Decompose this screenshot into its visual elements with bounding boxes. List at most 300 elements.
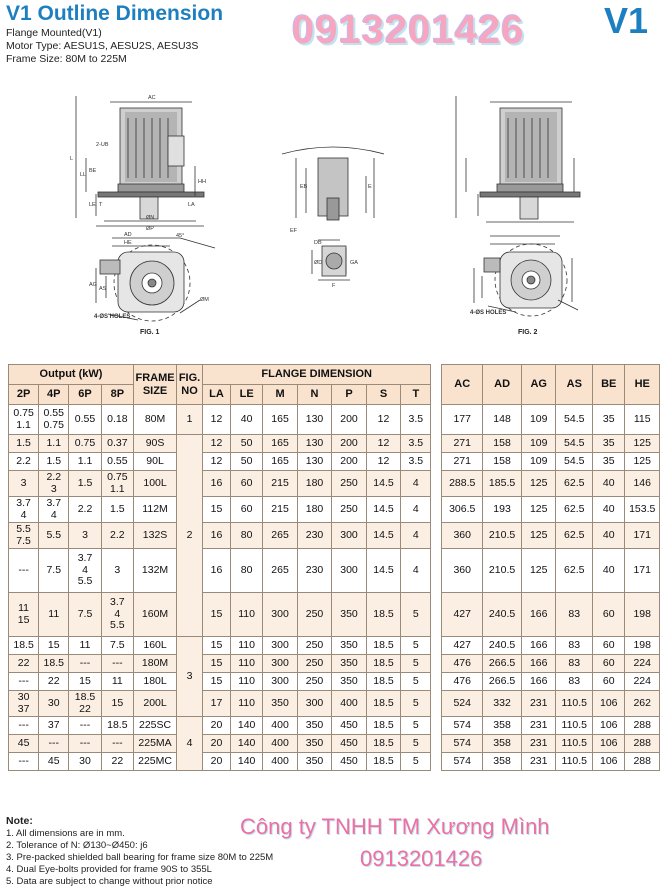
- watermark-phone: 0913201426: [292, 8, 525, 52]
- cell-dimension-value: 185.5: [483, 471, 522, 497]
- cell-dimension-value: 153.5: [625, 497, 660, 523]
- cell-8p: 11: [101, 673, 133, 691]
- cell-flange-value: 265: [263, 523, 297, 549]
- cell-flange-value: 14.5: [366, 497, 400, 523]
- cell-flange-value: 180: [297, 497, 331, 523]
- header-ac: AC: [442, 365, 483, 405]
- header-8p: 8P: [101, 385, 133, 405]
- cell-fig-no: 3: [177, 637, 203, 717]
- dim-as-label: AS: [99, 286, 107, 292]
- cell-frame-size: 225MC: [134, 753, 177, 771]
- cell-dimension-value: 110.5: [556, 717, 593, 735]
- header-p: P: [332, 385, 366, 405]
- cell-frame-size: 90L: [134, 453, 177, 471]
- cell-dimension-value: 148: [483, 405, 522, 435]
- cell-dimension-value: 83: [556, 673, 593, 691]
- cell-frame-size: 90S: [134, 435, 177, 453]
- header-ag: AG: [521, 365, 555, 405]
- cell-flange-value: 3.5: [401, 405, 431, 435]
- note-4: 4. Dual Eye-bolts provided for frame 90S to 355L: [6, 864, 212, 875]
- header-la: LA: [202, 385, 230, 405]
- cell-dimension-value: 40: [593, 549, 625, 593]
- cell-flange-value: 12: [366, 435, 400, 453]
- cell-dimension-value: 106: [593, 753, 625, 771]
- version-badge: V1: [604, 0, 649, 41]
- dim-e-label: E: [368, 184, 372, 190]
- cell-flange-value: 18.5: [366, 655, 400, 673]
- column-gap: [431, 735, 442, 753]
- column-gap: [431, 435, 442, 453]
- cell-flange-value: 450: [332, 717, 366, 735]
- cell-dimension-value: 360: [442, 549, 483, 593]
- cell-flange-value: 16: [202, 523, 230, 549]
- cell-dimension-value: 125: [521, 549, 555, 593]
- cell-flange-value: 350: [297, 717, 331, 735]
- cell-flange-value: 265: [263, 549, 297, 593]
- cell-flange-value: 4: [401, 471, 431, 497]
- dim-ad-label: AD: [124, 232, 132, 238]
- cell-flange-value: 300: [332, 523, 366, 549]
- cell-flange-value: 350: [297, 753, 331, 771]
- cell-flange-value: 4: [401, 497, 431, 523]
- cell-flange-value: 5: [401, 753, 431, 771]
- cell-dimension-value: 110.5: [556, 735, 593, 753]
- cell-dimension-value: 60: [593, 637, 625, 655]
- cell-6p: 2.2: [69, 497, 101, 523]
- cell-dimension-value: 166: [521, 637, 555, 655]
- header-t: T: [401, 385, 431, 405]
- column-gap: [431, 655, 442, 673]
- column-gap: [431, 753, 442, 771]
- cell-dimension-value: 54.5: [556, 435, 593, 453]
- shaft-detail: [282, 147, 384, 280]
- table-row: [9, 471, 660, 497]
- cell-dimension-value: 125: [521, 497, 555, 523]
- cell-2p: ---: [9, 753, 39, 771]
- cell-dimension-value: 240.5: [483, 637, 522, 655]
- cell-frame-size: 160L: [134, 637, 177, 655]
- table-row: [9, 453, 660, 471]
- cell-dimension-value: 231: [521, 735, 555, 753]
- header-ad: AD: [483, 365, 522, 405]
- cell-dimension-value: 427: [442, 637, 483, 655]
- cell-6p: 30: [69, 753, 101, 771]
- cell-dimension-value: 54.5: [556, 405, 593, 435]
- cell-dimension-value: 476: [442, 655, 483, 673]
- cell-flange-value: 12: [202, 435, 230, 453]
- cell-flange-value: 14.5: [366, 523, 400, 549]
- cell-flange-value: 130: [297, 435, 331, 453]
- cell-flange-value: 230: [297, 549, 331, 593]
- cell-flange-value: 5: [401, 717, 431, 735]
- cell-4p: 7.5: [39, 549, 69, 593]
- cell-dimension-value: 110.5: [556, 753, 593, 771]
- cell-flange-value: 250: [297, 655, 331, 673]
- cell-flange-value: 15: [202, 593, 230, 637]
- fig2-holes-label: 4-ØS HOLES: [470, 310, 507, 316]
- cell-2p: 45: [9, 735, 39, 753]
- cell-flange-value: 215: [263, 497, 297, 523]
- cell-dimension-value: 266.5: [483, 655, 522, 673]
- cell-flange-value: 5: [401, 673, 431, 691]
- table-row: [9, 405, 660, 435]
- cell-4p: 11: [39, 593, 69, 637]
- cell-flange-value: 350: [263, 691, 297, 717]
- subtitle-frame-size: Frame Size: 80M to 225M: [6, 53, 127, 65]
- cell-4p: 30: [39, 691, 69, 717]
- header-n: N: [297, 385, 331, 405]
- cell-flange-value: 4: [401, 549, 431, 593]
- cell-flange-value: 80: [230, 523, 262, 549]
- cell-dimension-value: 240.5: [483, 593, 522, 637]
- cell-flange-value: 60: [230, 497, 262, 523]
- cell-flange-value: 15: [202, 655, 230, 673]
- cell-8p: 3: [101, 549, 133, 593]
- cell-dimension-value: 288.5: [442, 471, 483, 497]
- cell-dimension-value: 83: [556, 637, 593, 655]
- fig1-label: FIG. 1: [140, 329, 160, 336]
- column-gap: [431, 497, 442, 523]
- cell-dimension-value: 193: [483, 497, 522, 523]
- cell-6p: 3.7 4 5.5: [69, 549, 101, 593]
- cell-flange-value: 3.5: [401, 435, 431, 453]
- cell-flange-value: 140: [230, 753, 262, 771]
- cell-dimension-value: 83: [556, 655, 593, 673]
- table-row: [9, 735, 660, 753]
- cell-flange-value: 20: [202, 717, 230, 735]
- cell-flange-value: 130: [297, 405, 331, 435]
- header-6p: 6P: [69, 385, 101, 405]
- cell-dimension-value: 171: [625, 523, 660, 549]
- cell-flange-value: 350: [297, 735, 331, 753]
- cell-dimension-value: 40: [593, 471, 625, 497]
- cell-dimension-value: 60: [593, 673, 625, 691]
- cell-8p: ---: [101, 735, 133, 753]
- cell-frame-size: 180M: [134, 655, 177, 673]
- outline-drawings: [0, 88, 666, 350]
- cell-flange-value: 250: [297, 637, 331, 655]
- watermark-phone-bottom: 0913201426: [360, 846, 483, 871]
- cell-flange-value: 250: [332, 471, 366, 497]
- table-row: [9, 637, 660, 655]
- column-gap: [431, 471, 442, 497]
- header-m: M: [263, 385, 297, 405]
- cell-flange-value: 400: [332, 691, 366, 717]
- cell-6p: ---: [69, 655, 101, 673]
- cell-flange-value: 14.5: [366, 549, 400, 593]
- column-gap: [431, 405, 442, 435]
- cell-dimension-value: 210.5: [483, 549, 522, 593]
- cell-dimension-value: 40: [593, 497, 625, 523]
- cell-flange-value: 16: [202, 471, 230, 497]
- table-row: [9, 673, 660, 691]
- cell-6p: ---: [69, 735, 101, 753]
- cell-4p: 3.7 4: [39, 497, 69, 523]
- dim-hh-label: HH: [198, 179, 206, 185]
- dim-la-label: LA: [188, 202, 195, 208]
- cell-flange-value: 18.5: [366, 673, 400, 691]
- fig1-holes-label: 4-ØS HOLES: [94, 314, 131, 320]
- column-gap: [431, 637, 442, 655]
- dim-he-label: HE: [124, 240, 132, 246]
- cell-fig-no: 4: [177, 717, 203, 771]
- cell-dimension-value: 115: [625, 405, 660, 435]
- cell-frame-size: 225SC: [134, 717, 177, 735]
- note-2: 2. Tolerance of N: Ø130~Ø450: j6: [6, 840, 148, 851]
- note-1: 1. All dimensions are in mm.: [6, 828, 125, 839]
- cell-flange-value: 110: [230, 673, 262, 691]
- cell-flange-value: 4: [401, 523, 431, 549]
- cell-dimension-value: 266.5: [483, 673, 522, 691]
- dim-op-label: ØP: [146, 226, 154, 232]
- cell-2p: 5.5 7.5: [9, 523, 39, 549]
- cell-flange-value: 12: [366, 405, 400, 435]
- cell-8p: 2.2: [101, 523, 133, 549]
- cell-dimension-value: 574: [442, 735, 483, 753]
- cell-flange-value: 15: [202, 637, 230, 655]
- cell-flange-value: 400: [263, 753, 297, 771]
- cell-6p: 1.1: [69, 453, 101, 471]
- cell-flange-value: 130: [297, 453, 331, 471]
- cell-frame-size: 225MA: [134, 735, 177, 753]
- cell-dimension-value: 60: [593, 655, 625, 673]
- cell-dimension-value: 40: [593, 523, 625, 549]
- cell-flange-value: 18.5: [366, 691, 400, 717]
- cell-6p: 1.5: [69, 471, 101, 497]
- cell-2p: 11 15: [9, 593, 39, 637]
- cell-dimension-value: 198: [625, 637, 660, 655]
- cell-dimension-value: 288: [625, 735, 660, 753]
- cell-6p: 15: [69, 673, 101, 691]
- cell-6p: 7.5: [69, 593, 101, 637]
- cell-flange-value: 80: [230, 549, 262, 593]
- table-row: [9, 497, 660, 523]
- cell-dimension-value: 224: [625, 673, 660, 691]
- header-2p: 2P: [9, 385, 39, 405]
- cell-flange-value: 18.5: [366, 637, 400, 655]
- watermark-company: Công ty TNHH TM Xương Mình: [240, 814, 550, 839]
- cell-frame-size: 160M: [134, 593, 177, 637]
- cell-6p: 18.5 22: [69, 691, 101, 717]
- cell-flange-value: 12: [202, 453, 230, 471]
- cell-flange-value: 5: [401, 593, 431, 637]
- cell-4p: 1.1: [39, 435, 69, 453]
- cell-frame-size: 180L: [134, 673, 177, 691]
- cell-flange-value: 110: [230, 691, 262, 717]
- cell-frame-size: 200L: [134, 691, 177, 717]
- dim-ga-label: GA: [350, 260, 358, 266]
- cell-dimension-value: 125: [625, 435, 660, 453]
- cell-flange-value: 50: [230, 435, 262, 453]
- cell-dimension-value: 574: [442, 753, 483, 771]
- cell-flange-value: 180: [297, 471, 331, 497]
- cell-2p: 3: [9, 471, 39, 497]
- cell-frame-size: 100L: [134, 471, 177, 497]
- cell-flange-value: 18.5: [366, 593, 400, 637]
- cell-dimension-value: 109: [521, 405, 555, 435]
- cell-flange-value: 5: [401, 691, 431, 717]
- cell-flange-value: 230: [297, 523, 331, 549]
- cell-6p: ---: [69, 717, 101, 735]
- cell-flange-value: 450: [332, 735, 366, 753]
- fig2-drawing: [456, 96, 580, 316]
- cell-flange-value: 18.5: [366, 753, 400, 771]
- cell-dimension-value: 106: [593, 691, 625, 717]
- cell-8p: 0.37: [101, 435, 133, 453]
- page-title: V1 Outline Dimension: [6, 2, 224, 25]
- table-row: [9, 717, 660, 735]
- column-gap: [431, 593, 442, 637]
- column-gap: [431, 717, 442, 735]
- cell-dimension-value: 62.5: [556, 523, 593, 549]
- cell-flange-value: 5: [401, 735, 431, 753]
- cell-8p: 22: [101, 753, 133, 771]
- cell-dimension-value: 54.5: [556, 453, 593, 471]
- cell-2p: 1.5: [9, 435, 39, 453]
- cell-dimension-value: 177: [442, 405, 483, 435]
- table-row: [9, 549, 660, 593]
- cell-2p: 0.75 1.1: [9, 405, 39, 435]
- cell-flange-value: 60: [230, 471, 262, 497]
- cell-dimension-value: 332: [483, 691, 522, 717]
- cell-8p: 0.18: [101, 405, 133, 435]
- cell-4p: 0.55 0.75: [39, 405, 69, 435]
- dim-f-label: F: [332, 283, 336, 289]
- dim-ll-label: LL: [80, 172, 87, 178]
- cell-dimension-value: 427: [442, 593, 483, 637]
- cell-flange-value: 5: [401, 637, 431, 655]
- cell-dimension-value: 83: [556, 593, 593, 637]
- dim-ag-label: AG: [89, 282, 97, 288]
- cell-flange-value: 300: [263, 593, 297, 637]
- cell-flange-value: 250: [297, 593, 331, 637]
- cell-flange-value: 5: [401, 655, 431, 673]
- cell-dimension-value: 158: [483, 435, 522, 453]
- cell-2p: 18.5: [9, 637, 39, 655]
- header-flange-dimension: FLANGE DIMENSION: [202, 365, 431, 385]
- cell-flange-value: 300: [263, 673, 297, 691]
- cell-flange-value: 110: [230, 593, 262, 637]
- cell-4p: 5.5: [39, 523, 69, 549]
- cell-dimension-value: 231: [521, 717, 555, 735]
- cell-8p: 18.5: [101, 717, 133, 735]
- cell-dimension-value: 106: [593, 717, 625, 735]
- cell-2p: 22: [9, 655, 39, 673]
- cell-dimension-value: 62.5: [556, 549, 593, 593]
- notes-title: Note:: [6, 815, 33, 827]
- cell-dimension-value: 125: [521, 523, 555, 549]
- cell-dimension-value: 166: [521, 593, 555, 637]
- header-he: HE: [625, 365, 660, 405]
- cell-frame-size: 132S: [134, 523, 177, 549]
- dimension-table: [8, 364, 660, 771]
- cell-dimension-value: 146: [625, 471, 660, 497]
- dim-le-label: LE: [89, 202, 96, 208]
- cell-dimension-value: 358: [483, 753, 522, 771]
- cell-flange-value: 140: [230, 735, 262, 753]
- column-gap: [431, 453, 442, 471]
- cell-flange-value: 350: [332, 593, 366, 637]
- cell-flange-value: 20: [202, 753, 230, 771]
- cell-2p: ---: [9, 673, 39, 691]
- dim-eb-label: EB: [300, 184, 308, 190]
- cell-flange-value: 140: [230, 717, 262, 735]
- cell-dimension-value: 158: [483, 453, 522, 471]
- cell-flange-value: 165: [263, 405, 297, 435]
- cell-2p: ---: [9, 549, 39, 593]
- cell-dimension-value: 35: [593, 453, 625, 471]
- cell-flange-value: 20: [202, 735, 230, 753]
- cell-flange-value: 165: [263, 453, 297, 471]
- cell-dimension-value: 109: [521, 435, 555, 453]
- cell-dimension-value: 125: [625, 453, 660, 471]
- cell-flange-value: 200: [332, 453, 366, 471]
- header-s: S: [366, 385, 400, 405]
- cell-flange-value: 3.5: [401, 453, 431, 471]
- cell-4p: 45: [39, 753, 69, 771]
- dim-ef-label: EF: [290, 228, 298, 234]
- header-output: Output (kW): [9, 365, 134, 385]
- dim-be-label: BE: [89, 168, 97, 174]
- cell-flange-value: 17: [202, 691, 230, 717]
- cell-dimension-value: 106: [593, 735, 625, 753]
- cell-flange-value: 15: [202, 497, 230, 523]
- cell-6p: 0.75: [69, 435, 101, 453]
- dim-l-label: L: [70, 156, 74, 162]
- cell-flange-value: 250: [332, 497, 366, 523]
- cell-flange-value: 300: [263, 655, 297, 673]
- cell-flange-value: 450: [332, 753, 366, 771]
- cell-4p: 15: [39, 637, 69, 655]
- cell-dimension-value: 288: [625, 717, 660, 735]
- cell-4p: 22: [39, 673, 69, 691]
- header-4p: 4P: [39, 385, 69, 405]
- cell-dimension-value: 166: [521, 655, 555, 673]
- cell-dimension-value: 210.5: [483, 523, 522, 549]
- cell-dimension-value: 574: [442, 717, 483, 735]
- cell-dimension-value: 125: [521, 471, 555, 497]
- cell-flange-value: 110: [230, 655, 262, 673]
- dim-od-label: ØD: [314, 260, 323, 266]
- cell-dimension-value: 262: [625, 691, 660, 717]
- dim-ub-label: 2-UB: [96, 142, 109, 148]
- cell-flange-value: 12: [202, 405, 230, 435]
- cell-dimension-value: 231: [521, 691, 555, 717]
- cell-4p: 2.2 3: [39, 471, 69, 497]
- cell-flange-value: 110: [230, 637, 262, 655]
- header-fig-no: FIG. NO: [177, 365, 203, 405]
- cell-fig-no: 2: [177, 435, 203, 637]
- note-5: 5. Data are subject to change without prior notice: [6, 876, 213, 887]
- cell-dimension-value: 166: [521, 673, 555, 691]
- cell-dimension-value: 288: [625, 753, 660, 771]
- cell-flange-value: 350: [332, 673, 366, 691]
- cell-flange-value: 350: [332, 637, 366, 655]
- cell-dimension-value: 306.5: [442, 497, 483, 523]
- dim-ac-label: AC: [148, 95, 156, 101]
- note-3: 3. Pre-packed shielded ball bearing for frame size 80M to 225M: [6, 852, 274, 863]
- subtitle-mount: Flange Mounted(V1): [6, 27, 102, 39]
- table-row: [9, 753, 660, 771]
- header-frame-size: FRAME SIZE: [134, 365, 177, 405]
- cell-fig-no: 1: [177, 405, 203, 435]
- cell-dimension-value: 171: [625, 549, 660, 593]
- cell-2p: 30 37: [9, 691, 39, 717]
- header-be: BE: [593, 365, 625, 405]
- table-row: [9, 523, 660, 549]
- cell-2p: 3.7 4: [9, 497, 39, 523]
- cell-dimension-value: 360: [442, 523, 483, 549]
